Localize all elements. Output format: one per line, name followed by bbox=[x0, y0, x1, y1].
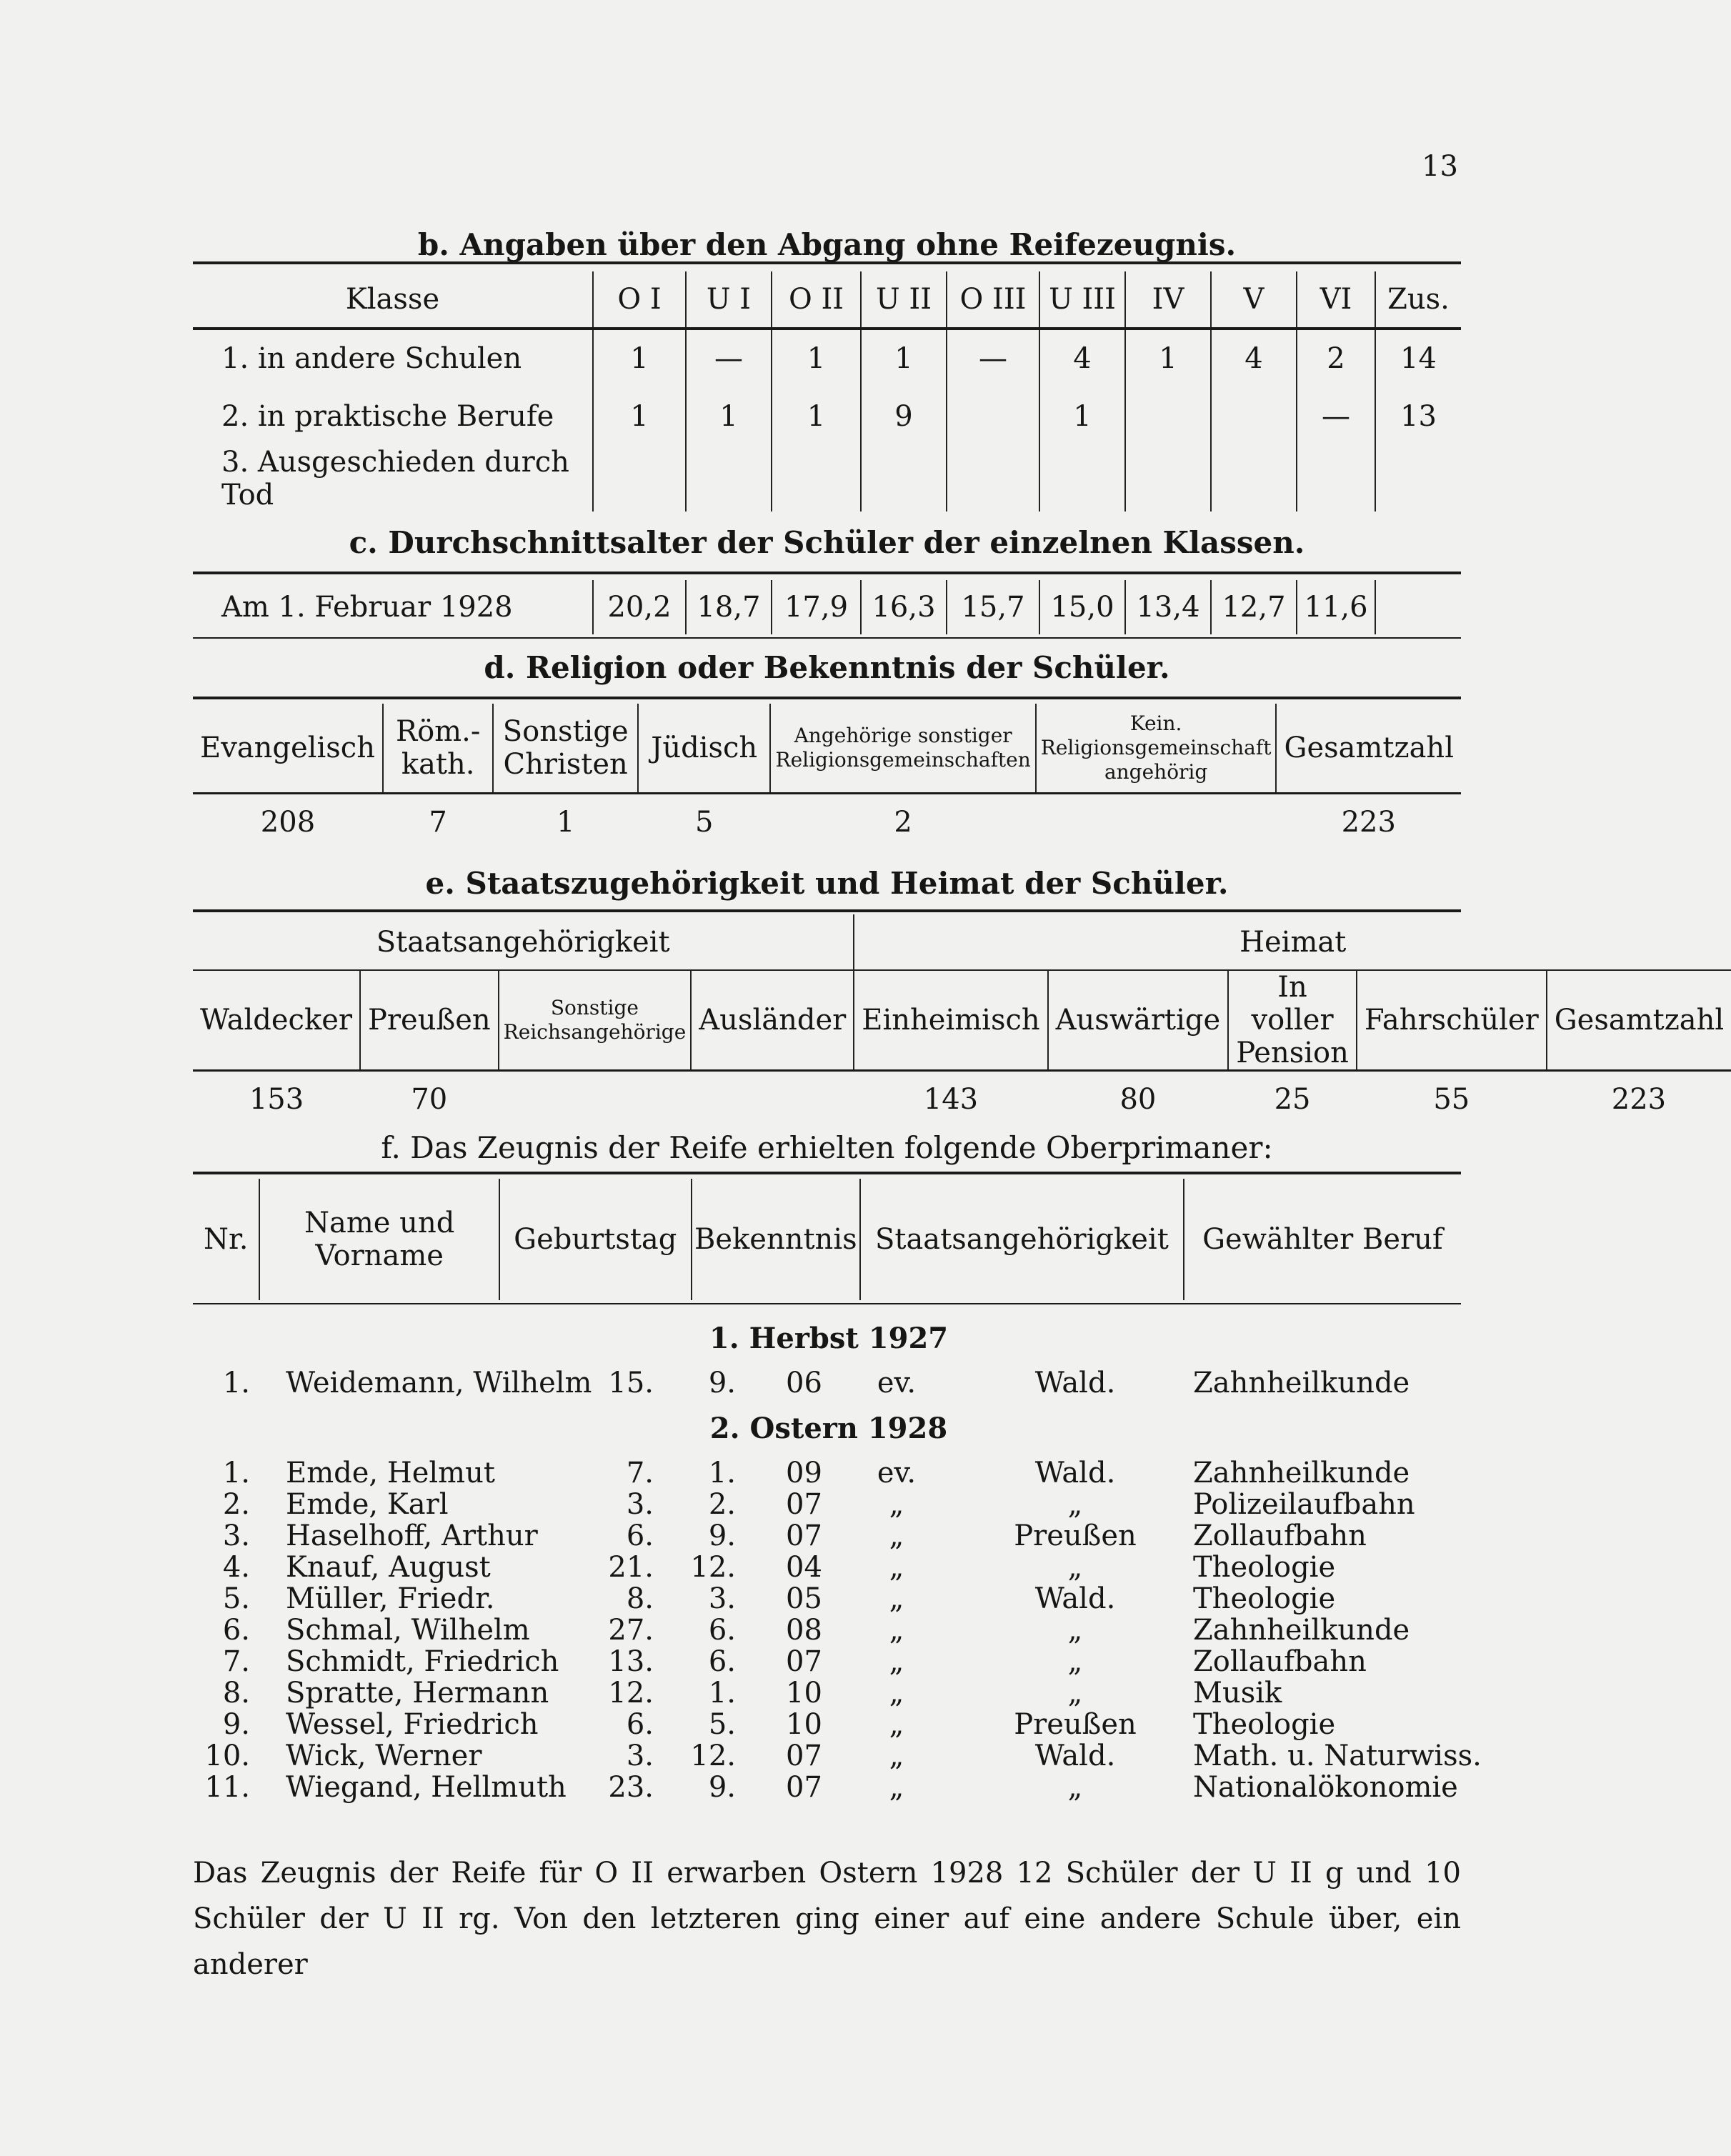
reifezeugnis-row bbox=[0, 1709, 1635, 1740]
durchschnittsalter-value: 17,9 bbox=[772, 580, 861, 634]
birth-month: 1. bbox=[708, 1457, 736, 1489]
religion-value: 208 bbox=[260, 805, 316, 839]
row-number: 3. bbox=[222, 1519, 250, 1552]
row-number: 5. bbox=[222, 1582, 250, 1615]
confession: „ bbox=[889, 1677, 904, 1710]
chosen-profession: Musik bbox=[1193, 1677, 1282, 1710]
nationality: Preußen bbox=[1014, 1708, 1137, 1741]
abgang-value bbox=[1297, 446, 1375, 511]
abgang-row-label: 2. in praktische Berufe bbox=[221, 400, 554, 433]
reifezeugnis-header-cell: Gewählter Beruf bbox=[1184, 1179, 1461, 1300]
reifezeugnis-header-cell: Geburtstag bbox=[499, 1179, 692, 1300]
abgang-value bbox=[1039, 446, 1125, 511]
row-number: 9. bbox=[222, 1708, 250, 1741]
birth-month: 12. bbox=[690, 1740, 736, 1772]
abgang-value bbox=[947, 387, 1039, 446]
chosen-profession: Theologie bbox=[1193, 1551, 1336, 1584]
abgang-value bbox=[861, 446, 947, 511]
chosen-profession: Zollaufbahn bbox=[1193, 1519, 1367, 1552]
chosen-profession: Math. u. Naturwiss. bbox=[1193, 1740, 1482, 1772]
durchschnittsalter-value: 18,7 bbox=[686, 580, 772, 634]
birth-year: 07 bbox=[786, 1645, 822, 1678]
confession: „ bbox=[889, 1582, 904, 1615]
row-number: 11. bbox=[204, 1771, 250, 1804]
reifezeugnis-row bbox=[0, 1614, 1635, 1646]
abgang-row bbox=[193, 329, 1461, 387]
row-number: 2. bbox=[222, 1488, 250, 1521]
durchschnittsalter-table bbox=[193, 580, 1461, 634]
religion-header-cell: Gesamtzahl bbox=[1276, 704, 1461, 793]
staatszugehoerigkeit-value: 70 bbox=[411, 1083, 448, 1117]
closing-paragraph: Das Zeugnis der Reife für O II erwarben Ostern 1928 12 Schüler der U II g und 10 Schüler der U II rg. Von den letzteren ging einer auf eine andere Schule über, ein anderer bbox=[193, 1857, 1461, 1981]
durchschnittsalter-value: 15,0 bbox=[1039, 580, 1125, 634]
nationality: „ bbox=[1067, 1488, 1083, 1521]
student-name: Müller, Friedr. bbox=[286, 1582, 495, 1615]
birth-month: 6. bbox=[708, 1614, 736, 1647]
confession: „ bbox=[889, 1519, 904, 1552]
reifezeugnis-row bbox=[0, 1520, 1635, 1552]
staatszugehoerigkeit-value: 153 bbox=[249, 1083, 304, 1117]
abgang-value: 9 bbox=[861, 387, 947, 446]
birth-month: 9. bbox=[708, 1771, 736, 1804]
abgang-header-cell: U I bbox=[686, 271, 772, 329]
nationality: „ bbox=[1067, 1614, 1083, 1647]
reifezeugnis-header-table bbox=[193, 1179, 1461, 1300]
staatszugehoerigkeit-header-cell: In voller Pension bbox=[1228, 970, 1357, 1071]
staatszugehoerigkeit-table bbox=[193, 914, 1731, 1128]
student-name: Schmidt, Friedrich bbox=[286, 1645, 559, 1678]
reifezeugnis-row bbox=[0, 1646, 1635, 1677]
birth-year: 07 bbox=[786, 1771, 822, 1804]
staatszugehoerigkeit-header-cell: Fahrschüler bbox=[1357, 970, 1547, 1071]
birth-month: 6. bbox=[708, 1645, 736, 1678]
row-number: 6. bbox=[222, 1614, 250, 1647]
religion-header-cell: Evangelisch bbox=[200, 731, 375, 764]
abgang-value: — bbox=[1297, 387, 1375, 446]
abgang-header-cell: U II bbox=[861, 271, 947, 329]
chosen-profession: Theologie bbox=[1193, 1708, 1336, 1741]
birth-day: 3. bbox=[626, 1740, 654, 1772]
row-number: 8. bbox=[222, 1677, 250, 1710]
section-f-title: f. Das Zeugnis der Reife erhielten folgende Oberprimaner: bbox=[381, 1130, 1273, 1165]
birth-month: 9. bbox=[708, 1519, 736, 1552]
student-name: Haselhoff, Arthur bbox=[286, 1519, 538, 1552]
staatszugehoerigkeit-header-cell: Einheimisch bbox=[854, 970, 1047, 1071]
abgang-row bbox=[193, 387, 1461, 446]
reifezeugnis-header-cell: Name und Vorname bbox=[259, 1179, 499, 1300]
religion-value: 223 bbox=[1341, 805, 1396, 839]
section-e-top-rule bbox=[193, 909, 1461, 912]
birth-day: 8. bbox=[626, 1582, 654, 1615]
religion-header-cell: Sonstige Christen bbox=[493, 704, 638, 793]
section-c-bottom-rule bbox=[193, 637, 1461, 639]
durchschnittsalter-value: 20,2 bbox=[593, 580, 686, 634]
durchschnittsalter-value: 16,3 bbox=[861, 580, 947, 634]
religion-header-row bbox=[193, 704, 1461, 793]
abgang-value: 4 bbox=[1211, 329, 1297, 387]
section-d-title: d. Religion oder Bekenntnis der Schüler. bbox=[484, 650, 1170, 685]
birth-month: 1. bbox=[708, 1677, 736, 1710]
group-staatsangehoerigkeit: Staatsangehörigkeit bbox=[193, 914, 854, 970]
staatszugehoerigkeit-value: 143 bbox=[923, 1083, 979, 1117]
group-heading: 1. Herbst 1927 bbox=[709, 1322, 949, 1355]
birth-month: 9. bbox=[708, 1367, 736, 1399]
chosen-profession: Zahnheilkunde bbox=[1193, 1367, 1410, 1399]
religion-value: 5 bbox=[695, 805, 714, 839]
abgang-value: 1 bbox=[861, 329, 947, 387]
birth-day: 21. bbox=[608, 1551, 654, 1584]
confession: „ bbox=[889, 1645, 904, 1678]
reifezeugnis-row bbox=[0, 1552, 1635, 1583]
student-name: Emde, Helmut bbox=[286, 1457, 495, 1489]
student-name: Wiegand, Hellmuth bbox=[286, 1771, 567, 1804]
religion-value bbox=[1036, 793, 1277, 850]
abgang-row bbox=[193, 446, 1461, 511]
abgang-header-cell: Zus. bbox=[1375, 271, 1461, 329]
abgang-value bbox=[686, 446, 772, 511]
abgang-value: 4 bbox=[1039, 329, 1125, 387]
confession: „ bbox=[889, 1708, 904, 1741]
birth-month: 3. bbox=[708, 1582, 736, 1615]
student-name: Knauf, August bbox=[286, 1551, 491, 1584]
group-heading: 2. Ostern 1928 bbox=[709, 1412, 948, 1445]
staatszugehoerigkeit-value: 223 bbox=[1611, 1083, 1667, 1117]
chosen-profession: Zahnheilkunde bbox=[1193, 1614, 1410, 1647]
page-number: 13 bbox=[1422, 150, 1458, 183]
staatszugehoerigkeit-header-cell: Waldecker bbox=[200, 1004, 352, 1037]
confession: „ bbox=[889, 1551, 904, 1584]
birth-day: 6. bbox=[626, 1708, 654, 1741]
reifezeugnis-header-cell: Bekenntnis bbox=[692, 1179, 860, 1300]
staatszugehoerigkeit-value bbox=[691, 1071, 854, 1128]
abgang-value bbox=[772, 446, 861, 511]
birth-day: 6. bbox=[626, 1519, 654, 1552]
durchschnittsalter-value: 11,6 bbox=[1297, 580, 1375, 634]
confession: ev. bbox=[877, 1457, 917, 1489]
row-number: 4. bbox=[222, 1551, 250, 1584]
staatszugehoerigkeit-header-cell: Preußen bbox=[360, 970, 499, 1071]
abgang-header-cell: U III bbox=[1039, 271, 1125, 329]
group-heimat: Heimat bbox=[1239, 925, 1347, 959]
birth-day: 7. bbox=[626, 1457, 654, 1489]
confession: „ bbox=[889, 1771, 904, 1804]
chosen-profession: Nationalökonomie bbox=[1193, 1771, 1458, 1804]
durchschnittsalter-value: 15,7 bbox=[947, 580, 1039, 634]
reifezeugnis-row bbox=[0, 1457, 1635, 1489]
confession: „ bbox=[889, 1614, 904, 1647]
reifezeugnis-header-row bbox=[193, 1179, 1461, 1300]
durchschnittsalter-value: 13,4 bbox=[1125, 580, 1211, 634]
section-f-header-rule bbox=[193, 1303, 1461, 1304]
staatszugehoerigkeit-header-cell: Ausländer bbox=[691, 970, 854, 1071]
row-number: 7. bbox=[222, 1645, 250, 1678]
abgang-value bbox=[1375, 446, 1461, 511]
religion-value: 1 bbox=[556, 805, 575, 839]
abgang-value bbox=[1125, 387, 1211, 446]
row-number: 1. bbox=[222, 1367, 250, 1399]
section-c-top-rule bbox=[193, 572, 1461, 574]
staatszugehoerigkeit-values-row bbox=[193, 1071, 1731, 1128]
birth-day: 3. bbox=[626, 1488, 654, 1521]
chosen-profession: Theologie bbox=[1193, 1582, 1336, 1615]
religion-header-cell: Angehörige sonstiger Religionsgemeinschaften bbox=[770, 704, 1035, 793]
abgang-header-cell: O I bbox=[593, 271, 686, 329]
religion-header-cell: Röm.-kath. bbox=[383, 704, 493, 793]
religion-values-row bbox=[193, 793, 1461, 850]
birth-day: 13. bbox=[608, 1645, 654, 1678]
section-e-title: e. Staatszugehörigkeit und Heimat der Schüler. bbox=[425, 866, 1229, 901]
section-d-top-rule bbox=[193, 697, 1461, 699]
birth-year: 09 bbox=[786, 1457, 822, 1489]
abgang-header-cell: VI bbox=[1297, 271, 1375, 329]
student-name: Weidemann, Wilhelm bbox=[286, 1367, 592, 1399]
nationality: „ bbox=[1067, 1551, 1083, 1584]
nationality: Wald. bbox=[1034, 1740, 1116, 1772]
religion-value: 2 bbox=[894, 805, 912, 839]
staatszugehoerigkeit-header-row bbox=[193, 970, 1731, 1071]
nationality: Wald. bbox=[1034, 1457, 1116, 1489]
nationality: „ bbox=[1067, 1645, 1083, 1678]
abgang-value: 1 bbox=[772, 329, 861, 387]
abgang-value: 1 bbox=[1039, 387, 1125, 446]
confession: „ bbox=[889, 1488, 904, 1521]
chosen-profession: Zollaufbahn bbox=[1193, 1645, 1367, 1678]
student-name: Schmal, Wilhelm bbox=[286, 1614, 530, 1647]
nationality: „ bbox=[1067, 1771, 1083, 1804]
birth-year: 04 bbox=[786, 1551, 822, 1584]
abgang-value: — bbox=[947, 329, 1039, 387]
birth-month: 12. bbox=[690, 1551, 736, 1584]
reifezeugnis-row bbox=[0, 1772, 1635, 1803]
chosen-profession: Polizeilaufbahn bbox=[1193, 1488, 1415, 1521]
staatszugehoerigkeit-value: 25 bbox=[1274, 1083, 1311, 1117]
staatszugehoerigkeit-value: 55 bbox=[1433, 1083, 1470, 1117]
birth-day: 27. bbox=[608, 1614, 654, 1647]
section-b-title: b. Angaben über den Abgang ohne Reifezeugnis. bbox=[417, 227, 1237, 262]
religion-value: 7 bbox=[429, 805, 447, 839]
abgang-row-label: 1. in andere Schulen bbox=[221, 342, 522, 375]
nationality: Preußen bbox=[1014, 1519, 1137, 1552]
staatszugehoerigkeit-header-cell: Gesamtzahl bbox=[1547, 970, 1731, 1071]
abgang-value: 1 bbox=[772, 387, 861, 446]
row-number: 10. bbox=[204, 1740, 250, 1772]
abgang-header-cell: O II bbox=[772, 271, 861, 329]
birth-year: 10 bbox=[786, 1708, 822, 1741]
durchschnittsalter-row bbox=[193, 580, 1461, 634]
birth-year: 10 bbox=[786, 1677, 822, 1710]
birth-year: 07 bbox=[786, 1519, 822, 1552]
abgang-header-cell: IV bbox=[1125, 271, 1211, 329]
staatszugehoerigkeit-header-cell: Auswärtige bbox=[1048, 970, 1229, 1071]
birth-day: 23. bbox=[608, 1771, 654, 1804]
abgang-row-label: 3. Ausgeschieden durch Tod bbox=[221, 446, 569, 511]
religion-header-cell: Kein. Religionsgemeinschaft angehörig bbox=[1036, 704, 1277, 793]
staatszugehoerigkeit-value: 80 bbox=[1119, 1083, 1157, 1117]
birth-year: 08 bbox=[786, 1614, 822, 1647]
birth-day: 15. bbox=[608, 1367, 654, 1399]
reifezeugnis-row bbox=[0, 1583, 1635, 1614]
abgang-header-row bbox=[193, 271, 1461, 329]
birth-year: 05 bbox=[786, 1582, 822, 1615]
nationality: Wald. bbox=[1034, 1582, 1116, 1615]
durchschnittsalter-label: Am 1. Februar 1928 bbox=[221, 591, 513, 624]
staatszugehoerigkeit-header-cell: Sonstige Reichsangehörige bbox=[499, 970, 692, 1071]
confession: „ bbox=[889, 1740, 904, 1772]
abgang-value: 1 bbox=[593, 329, 686, 387]
student-name: Wick, Werner bbox=[286, 1740, 482, 1772]
section-f-top-rule bbox=[193, 1172, 1461, 1174]
birth-month: 5. bbox=[708, 1708, 736, 1741]
abgang-value bbox=[1211, 446, 1297, 511]
religion-table bbox=[193, 704, 1461, 850]
row-number: 1. bbox=[222, 1457, 250, 1489]
section-c-title: c. Durchschnittsalter der Schüler der einzelnen Klassen. bbox=[349, 525, 1305, 560]
birth-month: 2. bbox=[708, 1488, 736, 1521]
durchschnittsalter-value bbox=[1375, 580, 1461, 634]
abgang-value: 2 bbox=[1297, 329, 1375, 387]
section-b-top-rule bbox=[193, 261, 1461, 264]
abgang-value bbox=[1125, 446, 1211, 511]
chosen-profession: Zahnheilkunde bbox=[1193, 1457, 1410, 1489]
abgang-value bbox=[593, 446, 686, 511]
abgang-value: 13 bbox=[1375, 387, 1461, 446]
abgang-header-cell: V bbox=[1211, 271, 1297, 329]
religion-header-cell: Jüdisch bbox=[638, 704, 770, 793]
birth-year: 06 bbox=[786, 1367, 822, 1399]
birth-year: 07 bbox=[786, 1488, 822, 1521]
reifezeugnis-row bbox=[0, 1740, 1635, 1772]
abgang-header-cell: O III bbox=[947, 271, 1039, 329]
abgang-value: 1 bbox=[593, 387, 686, 446]
abgang-value bbox=[947, 446, 1039, 511]
abgang-value bbox=[1211, 387, 1297, 446]
nationality: Wald. bbox=[1034, 1367, 1116, 1399]
reifezeugnis-row bbox=[0, 1677, 1635, 1709]
student-name: Emde, Karl bbox=[286, 1488, 449, 1521]
abgang-value: 1 bbox=[1125, 329, 1211, 387]
staatszugehoerigkeit-value bbox=[499, 1071, 692, 1128]
durchschnittsalter-value: 12,7 bbox=[1211, 580, 1297, 634]
reifezeugnis-row bbox=[0, 1489, 1635, 1520]
birth-year: 07 bbox=[786, 1740, 822, 1772]
birth-day: 12. bbox=[608, 1677, 654, 1710]
abgang-value: 1 bbox=[686, 387, 772, 446]
student-name: Spratte, Hermann bbox=[286, 1677, 549, 1710]
abgang-value: — bbox=[686, 329, 772, 387]
confession: ev. bbox=[877, 1367, 917, 1399]
abgang-table bbox=[193, 271, 1461, 511]
nationality: „ bbox=[1067, 1677, 1083, 1710]
reifezeugnis-row bbox=[0, 1367, 1635, 1399]
reifezeugnis-header-cell: Staatsangehörigkeit bbox=[860, 1179, 1184, 1300]
abgang-value: 14 bbox=[1375, 329, 1461, 387]
reifezeugnis-header-cell: Nr. bbox=[204, 1223, 249, 1256]
abgang-header-cell: Klasse bbox=[345, 283, 440, 316]
student-name: Wessel, Friedrich bbox=[286, 1708, 539, 1741]
